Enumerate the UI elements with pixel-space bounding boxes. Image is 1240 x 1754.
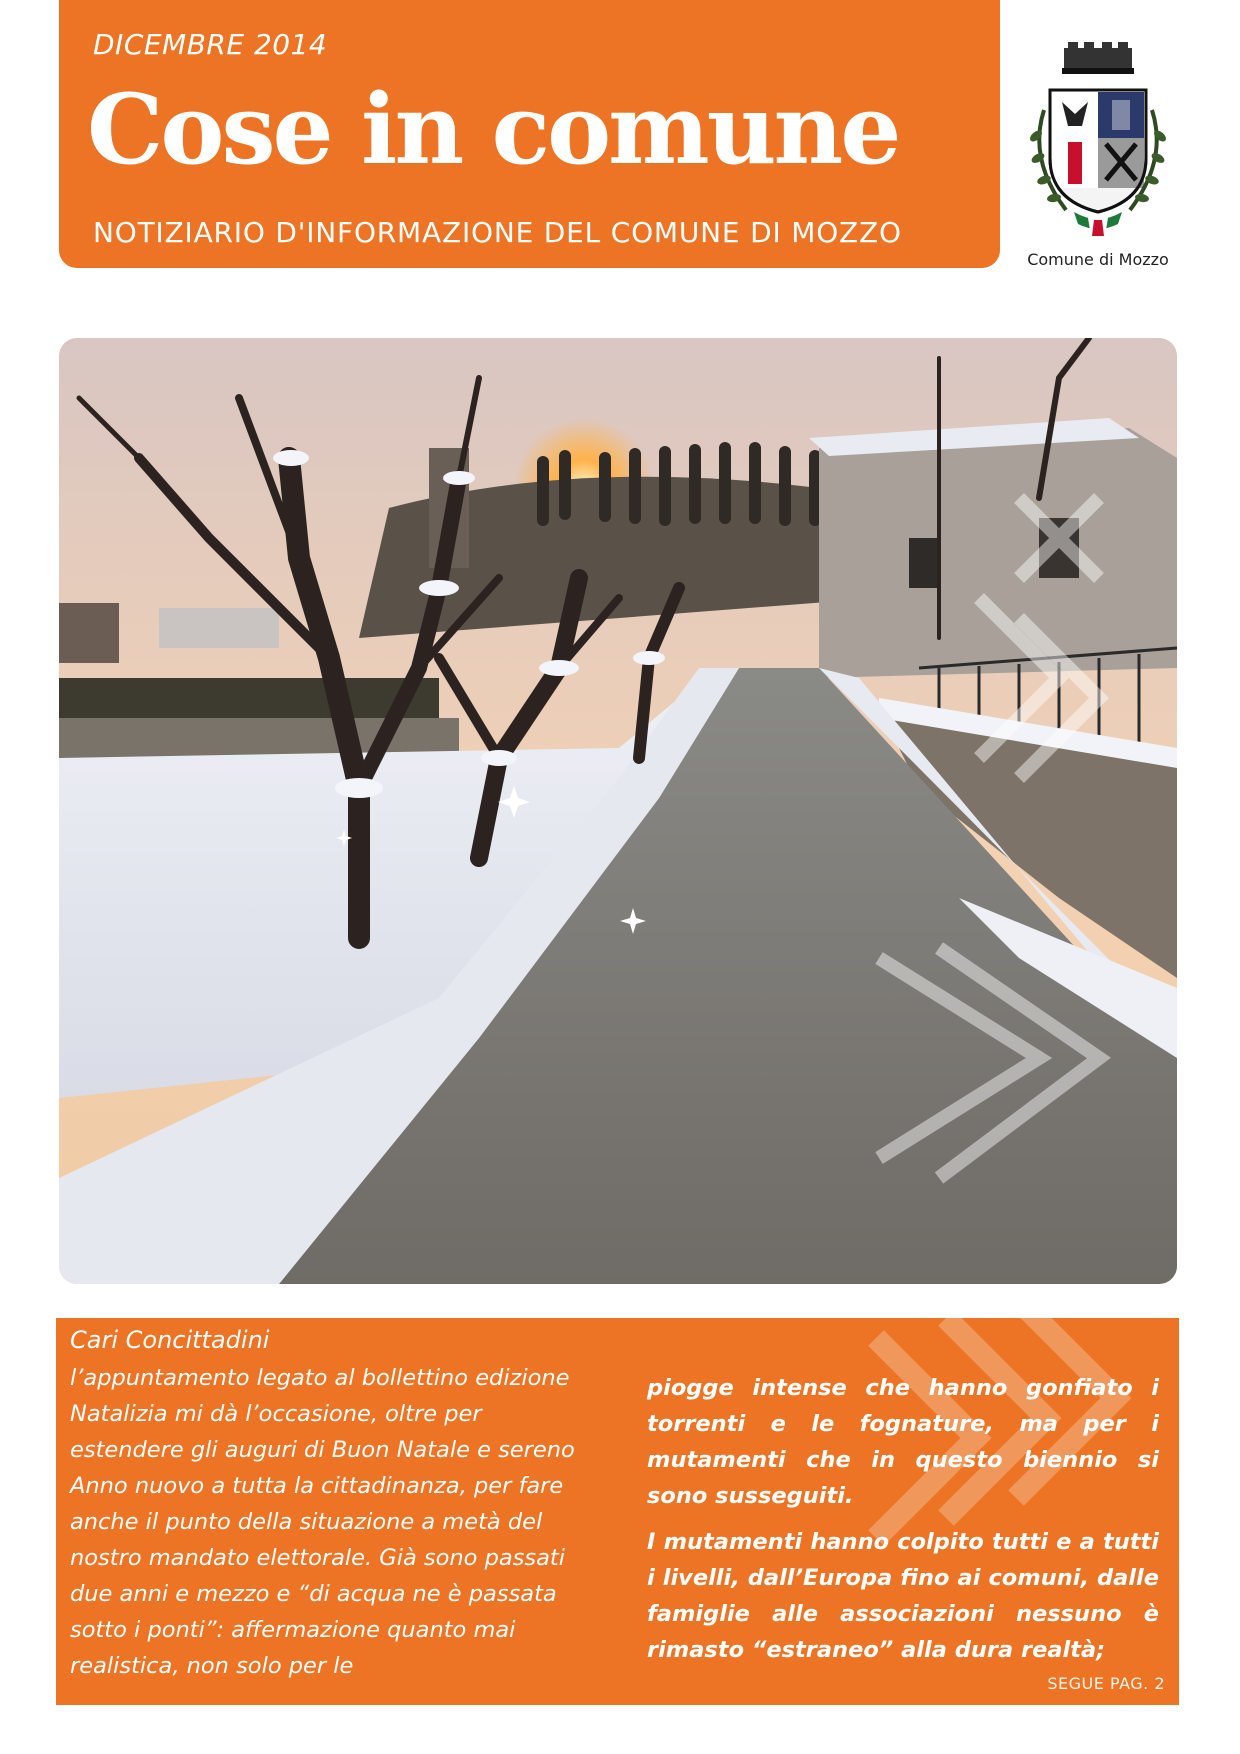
editorial-left-text: l’appuntamento legato al bollettino edizione Natalizia mi dà l’occasione, oltre per estendere gli auguri di Buon Natale e sereno Anno nuovo a tutta la cittadinanza, per fare anche il punto della situazione a metà del nostro mandato elettorale. Già sono passati due anni e mezzo e “di acqua ne è passata sotto i ponti”: affermazione quanto mai realistica, non solo per le <box>70 1365 575 1679</box>
coat-of-arms-icon <box>1022 40 1174 240</box>
crest-caption: Comune di Mozzo <box>1027 250 1169 269</box>
masthead-banner <box>59 0 1000 268</box>
issue-date: DICEMBRE 2014 <box>93 28 328 61</box>
editorial-left-column <box>70 1360 590 1694</box>
editorial-greeting: Cari Concittadini <box>70 1326 270 1354</box>
continued-on-page: SEGUE PAG. 2 <box>1047 1674 1165 1693</box>
editorial-right-paragraph-2: I mutamenti hanno colpito tutti e a tutti i livelli, dall’Europa fino ai comuni, dalle famiglie alle associazioni nessuno è rimasto “estraneo” alla dura realtà; <box>647 1529 1159 1663</box>
newsletter-title: Cose in comune <box>87 73 899 186</box>
cover-photo <box>59 338 1177 1284</box>
editorial-right-paragraph-1: piogge intense che hanno gonfiato i torrenti e le fognature, ma per i mutamenti che in questo biennio si sono susseguiti. <box>647 1375 1159 1509</box>
editorial-box <box>56 1318 1179 1705</box>
editorial-right-column <box>647 1370 1159 1678</box>
newsletter-subtitle: NOTIZIARIO D'INFORMAZIONE DEL COMUNE DI MOZZO <box>93 216 902 249</box>
